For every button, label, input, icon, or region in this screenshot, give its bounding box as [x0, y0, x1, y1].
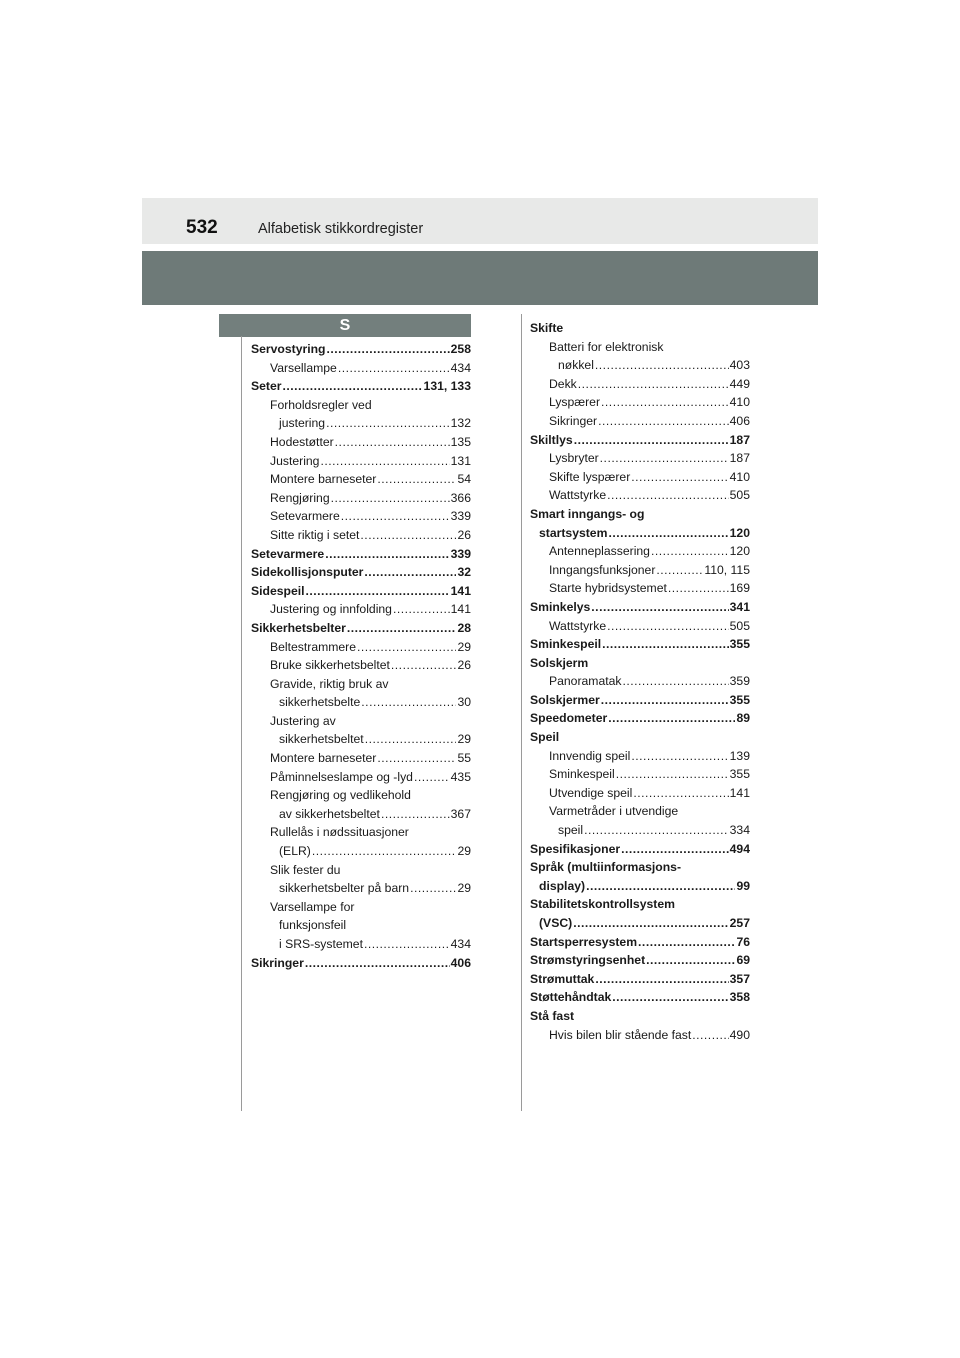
page-reference: 26 — [457, 527, 471, 542]
entry-term: Sminkespeil — [530, 637, 602, 652]
index-entry — [530, 895, 750, 932]
entry-term: speil — [558, 823, 584, 838]
column-rule-left — [241, 336, 242, 1111]
index-entry — [530, 840, 750, 859]
index-subentry — [251, 507, 471, 526]
leader-dots — [360, 526, 456, 545]
entry-term: Lysbryter — [549, 451, 599, 466]
index-entry — [530, 933, 750, 952]
page-reference: 29 — [457, 639, 471, 654]
entry-term: display) — [539, 878, 586, 893]
leader-dots — [320, 452, 449, 471]
entry-term: Skifte lyspærer — [549, 469, 631, 484]
leader-dots — [364, 563, 456, 582]
index-subentry — [251, 712, 471, 749]
page-reference: 257 — [729, 916, 750, 930]
leader-dots — [595, 356, 729, 375]
entry-term: Rullelås i nødssituasjoner — [270, 825, 409, 840]
running-title: Alfabetisk stikkordregister — [258, 221, 424, 237]
leader-dots — [305, 954, 450, 973]
page-reference: 339 — [450, 509, 471, 524]
page-number: 532 — [186, 217, 218, 238]
page-reference: 26 — [457, 658, 471, 673]
entry-term: Servostyring — [251, 342, 326, 356]
page-reference: 132 — [450, 416, 471, 431]
index-subentry — [251, 452, 471, 471]
leader-dots — [306, 582, 450, 601]
page-reference: 505 — [729, 488, 750, 503]
leader-dots — [393, 600, 450, 619]
page-reference: 505 — [729, 618, 750, 633]
leader-dots — [607, 617, 729, 636]
page-reference: 120 — [729, 525, 750, 540]
entry-term: funksjonsfeil — [279, 918, 347, 933]
index-subentry — [251, 656, 471, 675]
entry-term: Bruke sikkerhetsbeltet — [270, 658, 390, 673]
page-reference: 367 — [450, 806, 471, 821]
page-reference: 334 — [729, 823, 750, 838]
leader-dots — [638, 933, 735, 952]
entry-term: Hvis bilen blir stående fast — [549, 1027, 692, 1042]
page-reference: 434 — [450, 360, 471, 375]
leader-dots — [607, 486, 729, 505]
entry-term: Wattstyrke — [549, 488, 607, 503]
index-subentry — [530, 542, 750, 561]
entry-term: Justering av — [270, 713, 336, 728]
leader-dots — [633, 784, 728, 803]
page-reference: 410 — [729, 395, 750, 410]
entry-term: Justering — [270, 453, 320, 468]
entry-term: Spesifikasjoner — [530, 841, 621, 856]
leader-dots — [591, 598, 728, 617]
leader-dots — [312, 842, 457, 861]
index-subentry — [251, 433, 471, 452]
entry-term: Wattstyrke — [549, 618, 607, 633]
page-reference: 494 — [729, 841, 750, 856]
page-reference: 258 — [450, 342, 471, 356]
page-reference: 141 — [729, 785, 750, 800]
page-reference: 54 — [457, 472, 471, 487]
entry-term: Påminnelseslampe og -lyd — [270, 769, 413, 784]
index-entry — [251, 377, 471, 396]
entry-term: Strømuttak — [530, 971, 595, 986]
page-reference: 355 — [729, 767, 750, 782]
index-entry — [251, 545, 471, 564]
entry-term: Smart inngangs- og — [530, 506, 645, 521]
leader-dots — [651, 542, 729, 561]
entry-term: Varsellampe — [270, 360, 337, 375]
index-entry — [530, 505, 750, 542]
page-reference: 359 — [729, 674, 750, 689]
page-reference: 89 — [736, 711, 750, 726]
header-bar — [142, 198, 818, 244]
leader-dots — [584, 821, 729, 840]
leader-dots — [325, 545, 449, 564]
page-reference: 434 — [450, 937, 471, 951]
entry-term: Setevarmere — [251, 546, 325, 561]
leader-dots — [391, 656, 457, 675]
entry-term: Sikringer — [549, 413, 598, 428]
page-reference: 29 — [457, 881, 471, 896]
leader-dots — [410, 879, 456, 898]
entry-term: sikkerhetsbeltet — [279, 732, 364, 747]
index-entry — [530, 951, 750, 970]
index-entry — [530, 728, 750, 747]
entry-term: Inngangsfunksjoner — [549, 562, 656, 577]
entry-term: Panoramatak — [549, 674, 622, 689]
leader-dots — [326, 414, 450, 433]
page-reference: 490 — [729, 1027, 750, 1042]
index-subentry — [530, 1026, 750, 1045]
index-entry — [530, 1007, 750, 1026]
leader-dots — [692, 1026, 728, 1045]
index-subentry — [530, 449, 750, 468]
entry-term: Dekk — [549, 376, 577, 391]
entry-term: Stå fast — [530, 1008, 575, 1023]
page-reference: 366 — [450, 490, 471, 505]
entry-term: Skiltlys — [530, 432, 573, 447]
index-subentry — [251, 359, 471, 378]
index-subentry — [251, 898, 471, 954]
leader-dots — [338, 359, 450, 378]
page-reference: 110, 115 — [704, 562, 750, 577]
index-entry — [530, 709, 750, 728]
index-entry — [251, 563, 471, 582]
entry-term: Batteri for elektronisk — [549, 339, 664, 354]
entry-term: Gravide, riktig bruk av — [270, 676, 389, 691]
leader-dots — [612, 988, 728, 1007]
leader-dots — [595, 970, 728, 989]
page-reference: 355 — [729, 692, 750, 707]
index-entry — [251, 340, 471, 359]
entry-term: Utvendige speil — [549, 785, 633, 800]
entry-term: Solskjerm — [530, 655, 589, 670]
page-reference: 339 — [450, 546, 471, 561]
index-subentry — [251, 675, 471, 712]
page-reference: 341 — [729, 599, 750, 614]
index-subentry — [251, 861, 471, 898]
leader-dots — [668, 579, 729, 598]
entry-term: (VSC) — [539, 916, 573, 930]
page-reference: 403 — [729, 358, 750, 373]
entry-term: Skifte — [530, 321, 564, 335]
index-subentry — [251, 749, 471, 768]
index-subentry — [530, 579, 750, 598]
index-column-right — [530, 319, 750, 1044]
entry-term: Montere barneseter — [270, 472, 377, 487]
page-reference: 135 — [450, 434, 471, 449]
page-reference: 69 — [736, 953, 750, 968]
leader-dots — [327, 340, 450, 359]
index-subentry — [530, 765, 750, 784]
entry-term: Beltestrammere — [270, 639, 357, 654]
column-rule-middle — [521, 314, 522, 1111]
entry-term: Sidekollisjonsputer — [251, 565, 364, 580]
index-entry — [530, 635, 750, 654]
leader-dots — [608, 709, 735, 728]
index-subentry — [530, 784, 750, 803]
page-reference: 29 — [457, 844, 471, 859]
page-reference: 406 — [450, 955, 471, 970]
entry-term: Justering og innfolding — [270, 602, 392, 617]
page-reference: 76 — [736, 934, 750, 949]
page-reference: 435 — [450, 769, 471, 784]
entry-term: Hodestøtter — [270, 434, 334, 449]
leader-dots — [365, 730, 457, 749]
page-reference: 99 — [736, 878, 750, 893]
index-subentry — [530, 375, 750, 394]
leader-dots — [586, 877, 735, 896]
page-reference: 139 — [729, 748, 750, 763]
entry-term: Antenneplassering — [549, 544, 650, 559]
leader-dots — [656, 561, 703, 580]
entry-term: Slik fester du — [270, 862, 341, 877]
leader-dots — [598, 412, 729, 431]
leader-dots — [361, 693, 456, 712]
index-subentry — [251, 470, 471, 489]
leader-dots — [616, 765, 729, 784]
entry-term: Lyspærer — [549, 395, 601, 410]
entry-term: Sminkelys — [530, 599, 591, 614]
index-entry — [251, 619, 471, 638]
leader-dots — [364, 935, 450, 954]
entry-term: Rengjøring og vedlikehold — [270, 788, 411, 803]
leader-dots — [601, 393, 729, 412]
page-reference: 55 — [457, 751, 471, 766]
index-entry — [530, 654, 750, 673]
entry-term: Strømstyringsenhet — [530, 953, 646, 968]
entry-term: Montere barneseter — [270, 751, 377, 766]
leader-dots — [347, 619, 457, 638]
index-subentry — [530, 802, 750, 839]
page-reference: 410 — [729, 469, 750, 484]
page-reference: 141 — [450, 602, 471, 617]
leader-dots — [608, 524, 728, 543]
section-letter-tab: S — [219, 314, 471, 337]
page-reference: 141 — [450, 583, 471, 598]
index-subentry — [251, 600, 471, 619]
leader-dots — [601, 691, 729, 710]
page-reference: 29 — [457, 732, 471, 747]
index-subentry — [251, 489, 471, 508]
leader-dots — [574, 431, 729, 450]
page-reference: 358 — [729, 990, 750, 1005]
page-reference: 449 — [729, 376, 750, 391]
entry-term: (ELR) — [279, 844, 311, 859]
index-subentry — [530, 338, 750, 375]
leader-dots — [357, 638, 456, 657]
entry-term: Starte hybridsystemet — [549, 581, 667, 596]
entry-term: sikkerhetsbelter på barn — [279, 881, 410, 896]
index-subentry — [530, 486, 750, 505]
index-column-left — [251, 340, 471, 972]
leader-dots — [602, 635, 729, 654]
page-reference: 187 — [729, 432, 750, 447]
leader-dots — [600, 449, 729, 468]
leader-dots — [578, 375, 729, 394]
index-subentry — [251, 786, 471, 823]
leader-dots — [377, 749, 456, 768]
entry-term: justering — [279, 416, 326, 431]
page-reference: 169 — [729, 581, 750, 596]
page-reference: 30 — [457, 695, 471, 710]
page-reference: 187 — [729, 451, 750, 466]
index-subentry — [530, 468, 750, 487]
entry-term: Innvendig speil — [549, 748, 631, 763]
entry-term: Sminkespeil — [549, 767, 615, 782]
entry-term: Språk (multiinformasjons- — [530, 860, 682, 875]
entry-term: Støttehåndtak — [530, 990, 612, 1005]
index-subentry — [530, 561, 750, 580]
leader-dots — [646, 951, 735, 970]
entry-term: Varmetråder i utvendige — [549, 804, 679, 819]
index-entry — [530, 598, 750, 617]
entry-term: Varsellampe for — [270, 899, 355, 914]
entry-term: Sikringer — [251, 955, 304, 970]
entry-term: Setevarmere — [270, 509, 340, 524]
index-subentry — [251, 526, 471, 545]
index-entry — [530, 988, 750, 1007]
leader-dots — [573, 914, 728, 933]
index-entry — [530, 691, 750, 710]
entry-term: Sidespeil — [251, 583, 305, 598]
entry-term: Sikkerhetsbelter — [251, 620, 346, 635]
page-reference: 357 — [729, 971, 750, 986]
entry-term: startsystem — [539, 525, 608, 540]
leader-dots — [331, 489, 450, 508]
leader-dots — [381, 805, 450, 824]
leader-dots — [414, 768, 450, 787]
leader-dots — [283, 377, 423, 396]
index-entry — [251, 582, 471, 601]
leader-dots — [621, 840, 729, 859]
leader-dots — [631, 747, 728, 766]
entry-term: Speil — [530, 730, 560, 745]
entry-term: Startsperresystem — [530, 934, 638, 949]
page-reference: 120 — [729, 544, 750, 559]
entry-term: sikkerhetsbelte — [279, 695, 361, 710]
leader-dots — [631, 468, 728, 487]
index-subentry — [251, 768, 471, 787]
entry-term: i SRS-systemet — [279, 937, 363, 951]
page-reference: 28 — [457, 620, 471, 635]
leader-dots — [377, 470, 456, 489]
entry-term: av sikkerhetsbeltet — [279, 806, 380, 821]
entry-term: Rengjøring — [270, 490, 330, 505]
section-band — [142, 251, 818, 305]
index-entry — [251, 954, 471, 973]
index-subentry — [530, 672, 750, 691]
index-entry — [530, 970, 750, 989]
page-reference: 32 — [457, 565, 471, 580]
entry-term: Solskjermer — [530, 692, 600, 707]
index-subentry — [530, 617, 750, 636]
index-subentry — [530, 747, 750, 766]
index-subentry — [530, 393, 750, 412]
entry-term: Stabilitetskontrollsystem — [530, 897, 675, 912]
index-subentry — [251, 638, 471, 657]
entry-term: Forholdsregler ved — [270, 397, 372, 412]
leader-dots — [335, 433, 450, 452]
page-reference: 355 — [729, 637, 750, 652]
entry-term: Seter — [251, 379, 282, 394]
page-reference: 406 — [729, 413, 750, 428]
page-reference: 131 — [450, 453, 471, 468]
index-entry — [530, 319, 750, 338]
index-subentry — [251, 823, 471, 860]
entry-term: Speedometer — [530, 711, 608, 726]
index-entry — [530, 858, 750, 895]
entry-term: Sitte riktig i setet — [270, 527, 360, 542]
index-subentry — [251, 396, 471, 433]
page-reference: 131, 133 — [423, 379, 471, 394]
index-entry — [530, 431, 750, 450]
leader-dots — [341, 507, 450, 526]
leader-dots — [623, 672, 729, 691]
entry-term: nøkkel — [558, 358, 594, 373]
index-subentry — [530, 412, 750, 431]
